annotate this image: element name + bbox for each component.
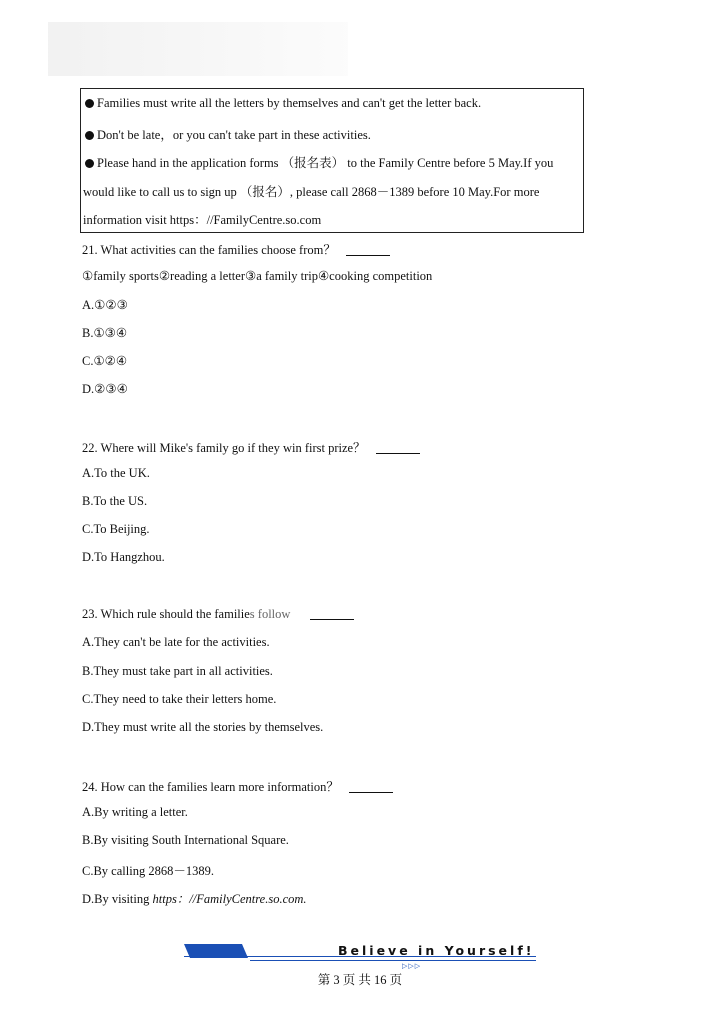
question-23-stem: 23. Which rule should the families follow [82,607,354,622]
footer-rule-secondary [250,960,536,961]
question-24-option-c: C.By calling 2868－1389. [82,864,214,878]
question-23-option-c: C.They need to take their letters home. [82,692,277,706]
answer-blank [310,618,354,620]
bullet-icon [85,99,94,108]
question-23-option-a: A.They can't be late for the activities. [82,635,270,649]
footer-slogan: Believe in Yourself! [338,943,535,958]
notice-continuation-1: would like to call us to sign up （报名）, please call 2868－1389 before 10 May.For more [83,185,540,199]
question-22-option-c: C.To Beijing. [82,522,150,536]
answer-blank [349,791,393,793]
question-21-stem: 21. What activities can the families choose from？ [82,240,390,258]
notice-rule-3: Please hand in the application forms （报名表） to the Family Centre before 5 May.If you [85,153,553,171]
question-24-option-a: A.By writing a letter. [82,805,188,819]
bullet-icon [85,159,94,168]
notice-rule-1: Families must write all the letters by themselves and can't get the letter back. [85,96,481,111]
footer-arrows-icon: ▷▷▷ [402,962,422,970]
page-number: 第 3 页 共 16 页 [317,973,403,987]
question-22-option-a: A.To the UK. [82,466,150,480]
question-21-option-c: C.①②④ [82,354,128,368]
notice-box [80,88,584,233]
question-24-stem: 24. How can the families learn more information？ [82,777,393,795]
answer-blank [346,254,390,256]
question-22-option-b: B.To the US. [82,494,148,508]
question-21-option-d: D.②③④ [82,382,128,396]
notice-rule-2: Don't be late，or you can't take part in these activities. [85,125,371,143]
question-23-option-d: D.They must write all the stories by themselves. [82,720,324,734]
question-24-option-d: D.By visiting https：//FamilyCentre.so.com. [82,892,307,906]
question-21-option-a: A.①②③ [82,298,128,312]
question-21-option-b: B.①③④ [82,326,128,340]
question-22-stem: 22. Where will Mike's family go if they win first prize？ [82,438,420,456]
question-23-option-b: B.They must take part in all activities. [82,664,273,678]
answer-blank [376,452,420,454]
question-21-note: ①family sports②reading a letter③a family trip④cooking competition [82,269,433,283]
bullet-icon [85,131,94,140]
question-22-option-d: D.To Hangzhou. [82,550,165,564]
question-24-option-b: B.By visiting South International Square. [82,833,289,847]
notice-continuation-2: information visit https：//FamilyCentre.so.com [83,213,322,227]
scan-smudge [48,22,348,76]
